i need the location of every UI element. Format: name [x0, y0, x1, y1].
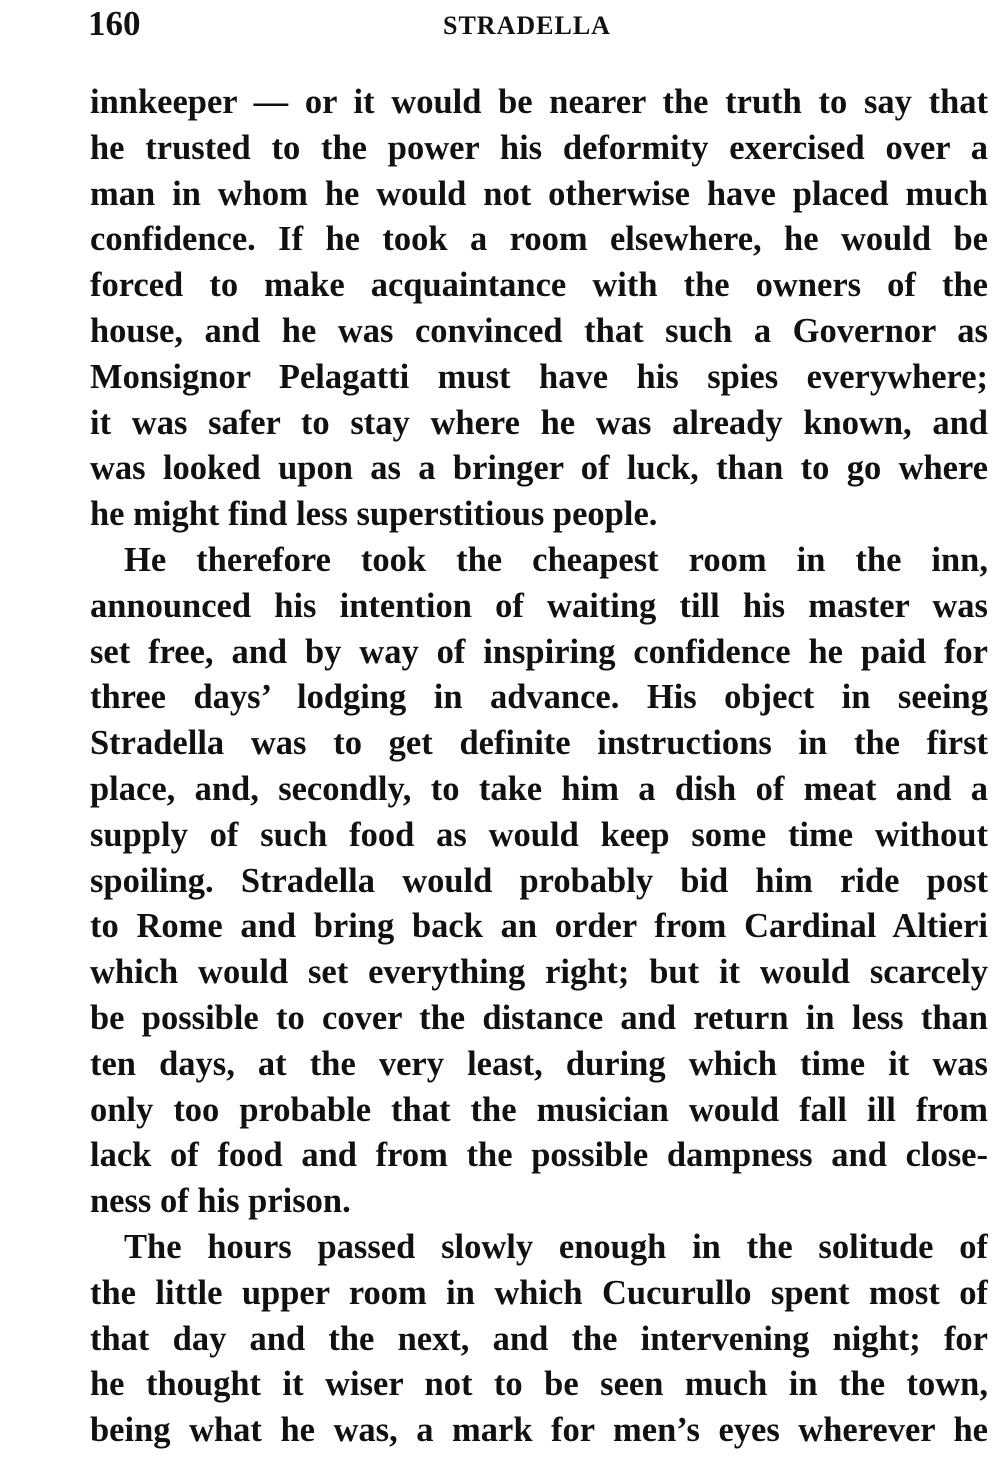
text-line: ten days, at the very least, during which time it was: [90, 1044, 988, 1083]
text-line: man in whom he would not otherwise have placed much: [90, 174, 988, 213]
text-line: house, and he was convinced that such a Governor as: [90, 311, 988, 350]
text-line: three days’ lodging in advance. His object in seeing: [90, 678, 988, 717]
text-line: set free, and by way of inspiring confidence he paid for: [90, 632, 988, 671]
text-line: be possible to cover the distance and return in less than: [90, 998, 988, 1037]
text-line: Monsignor Pelagatti must have his spies everywhere;: [90, 357, 988, 396]
text-line: forced to make acquaintance with the owners of the: [90, 266, 988, 305]
text-line: it was safer to stay where he was already known, and: [90, 403, 988, 442]
text-line: ness of his prison.: [90, 1182, 351, 1221]
paragraph: [90, 538, 988, 1225]
text-line: innkeeper — or it would be nearer the truth to say that: [90, 83, 988, 121]
text-line: only too probable that the musician would fall ill from: [90, 1090, 988, 1129]
text-line: to Rome and bring back an order from Cardinal Altieri: [90, 907, 988, 946]
text-line: which would set everything right; but it would scarcely: [90, 953, 988, 992]
text-line: lack of food and from the possible dampness and close-: [90, 1136, 988, 1175]
text-line: the little upper room in which Cucurullo spent most of: [90, 1273, 988, 1312]
text-line: he might find less superstitious people.: [90, 495, 658, 534]
body-text: [90, 80, 988, 1454]
paragraph: [90, 80, 988, 538]
text-line: announced his intention of waiting till his master was: [90, 586, 988, 625]
text-line: being what he was, a mark for men’s eyes wherever he: [90, 1411, 988, 1450]
text-line: confidence. If he took a room elsewhere, he would be: [90, 220, 988, 259]
text-line: spoiling. Stradella would probably bid him ride post: [90, 861, 988, 900]
text-line: he thought it wiser not to be seen much in the town,: [90, 1365, 988, 1404]
text-line: was looked upon as a bringer of luck, than to go where: [90, 449, 988, 488]
running-title: STRADELLA: [443, 11, 611, 40]
text-line: place, and, secondly, to take him a dish of meat and a: [90, 769, 988, 808]
text-line: He therefore took the cheapest room in the inn,: [124, 540, 988, 579]
paragraph: [90, 1225, 988, 1454]
text-line: supply of such food as would keep some time without: [90, 815, 988, 854]
text-line: Stradella was to get definite instructions in the first: [90, 724, 988, 763]
text-line: he trusted to the power his deformity exercised over a: [90, 128, 988, 167]
running-head: [88, 4, 988, 48]
text-line: The hours passed slowly enough in the solitude of: [124, 1227, 988, 1266]
page-number: 160: [88, 4, 141, 43]
text-line: that day and the next, and the intervening night; for: [90, 1319, 988, 1358]
